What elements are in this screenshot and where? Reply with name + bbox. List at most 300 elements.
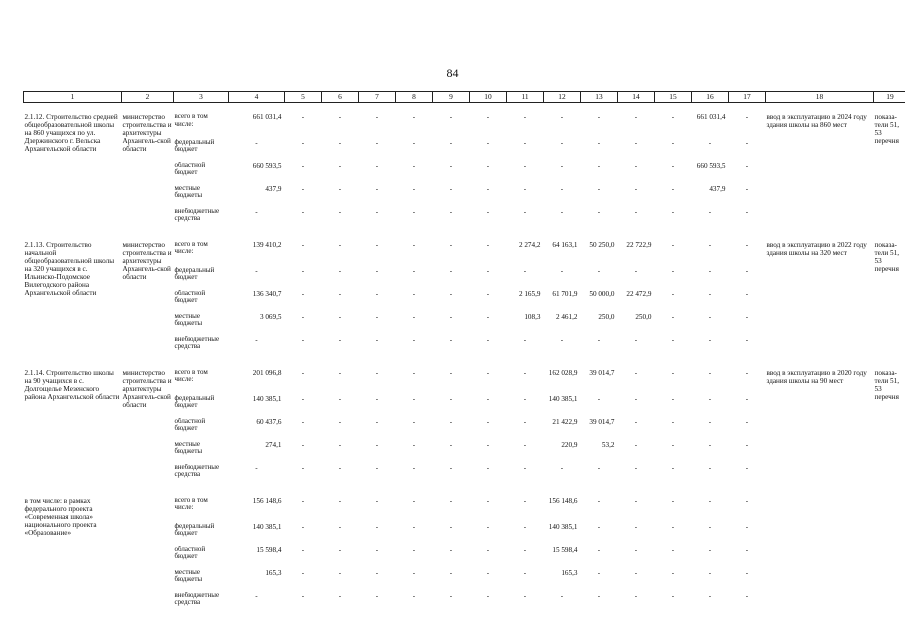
value-cell: - bbox=[338, 184, 342, 193]
value-cell: - bbox=[745, 312, 749, 321]
value-cell: - bbox=[597, 394, 601, 403]
value-cell: 274,1 bbox=[265, 440, 282, 449]
value-cell: 15 598,4 bbox=[256, 545, 282, 554]
value-cell: - bbox=[486, 591, 490, 600]
value-cell: - bbox=[301, 184, 305, 193]
value-cell: - bbox=[708, 591, 712, 600]
funding-source: внебюджетные средства bbox=[174, 335, 220, 351]
value-cell: - bbox=[671, 184, 675, 193]
table-row bbox=[24, 487, 905, 523]
value-cell: 437,9 bbox=[709, 184, 726, 193]
value-cell: - bbox=[301, 240, 305, 249]
column-header-8: 8 bbox=[396, 92, 433, 103]
value-cell: - bbox=[338, 545, 342, 554]
value-cell: - bbox=[745, 568, 749, 577]
value-cell: - bbox=[486, 545, 490, 554]
value-cell: - bbox=[634, 207, 638, 216]
value-cell: - bbox=[671, 522, 675, 531]
column-header-13: 13 bbox=[581, 92, 618, 103]
value-cell: - bbox=[449, 394, 453, 403]
expected-result: ввод в эксплуатацию в 2020 году здания школы на 90 мест bbox=[766, 368, 867, 385]
value-cell: - bbox=[523, 368, 527, 377]
value-cell: - bbox=[634, 568, 638, 577]
value-cell: - bbox=[412, 545, 416, 554]
value-cell: - bbox=[597, 496, 601, 505]
value-cell: - bbox=[634, 463, 638, 472]
column-header-5: 5 bbox=[285, 92, 322, 103]
value-cell: - bbox=[523, 496, 527, 505]
value-cell: - bbox=[671, 161, 675, 170]
expected-result: ввод в эксплуатацию в 2024 году здания школы на 860 мест bbox=[766, 113, 867, 130]
funding-source: областной бюджет bbox=[174, 417, 206, 433]
value-cell: - bbox=[375, 591, 379, 600]
value-cell: - bbox=[708, 207, 712, 216]
value-cell: 15 598,4 bbox=[552, 545, 578, 554]
value-cell: 437,9 bbox=[265, 184, 282, 193]
value-cell: 2 274,2 bbox=[518, 240, 541, 249]
value-cell: 3 069,5 bbox=[259, 312, 282, 321]
value-cell: - bbox=[338, 266, 342, 275]
value-cell: - bbox=[375, 394, 379, 403]
value-cell: 201 096,8 bbox=[252, 368, 282, 377]
executor bbox=[122, 487, 174, 616]
value-cell: - bbox=[671, 335, 675, 344]
column-header-3: 3 bbox=[174, 92, 229, 103]
column-header-6: 6 bbox=[322, 92, 359, 103]
value-cell: - bbox=[523, 522, 527, 531]
value-cell: - bbox=[597, 113, 601, 121]
value-cell: - bbox=[745, 161, 749, 170]
value-cell: 53,2 bbox=[601, 440, 615, 449]
value-cell: - bbox=[597, 138, 601, 147]
value-cell: 661 031,4 bbox=[252, 113, 282, 121]
value-cell: - bbox=[255, 463, 258, 472]
value-cell: - bbox=[449, 312, 453, 321]
value-cell: - bbox=[486, 568, 490, 577]
value-cell: - bbox=[338, 394, 342, 403]
value-cell: - bbox=[671, 240, 675, 249]
value-cell: - bbox=[255, 591, 258, 600]
value-cell: - bbox=[597, 591, 601, 600]
value-cell: - bbox=[708, 417, 712, 426]
value-cell: - bbox=[449, 289, 453, 298]
value-cell: 108,3 bbox=[524, 312, 541, 321]
value-cell: - bbox=[412, 522, 416, 531]
value-cell: - bbox=[486, 368, 490, 377]
funding-source: внебюджетные средства bbox=[174, 591, 220, 607]
value-cell: - bbox=[486, 496, 490, 505]
value-cell: - bbox=[375, 266, 379, 275]
value-cell: - bbox=[634, 266, 638, 275]
value-cell: - bbox=[523, 335, 527, 344]
value-cell: - bbox=[634, 113, 638, 121]
funding-source: федеральный бюджет bbox=[174, 138, 215, 154]
value-cell: - bbox=[523, 138, 527, 147]
value-cell: 660 593,5 bbox=[696, 161, 726, 170]
indicator-ref: показа-тели 51, 53 перечня bbox=[874, 113, 900, 146]
column-header-11: 11 bbox=[507, 92, 544, 103]
value-cell: - bbox=[449, 417, 453, 426]
value-cell: 165,3 bbox=[561, 568, 578, 577]
value-cell: - bbox=[301, 591, 305, 600]
value-cell: - bbox=[301, 113, 305, 121]
value-cell: - bbox=[449, 591, 453, 600]
page-number: 84 bbox=[446, 66, 459, 80]
value-cell: - bbox=[412, 568, 416, 577]
value-cell: - bbox=[745, 496, 749, 505]
measure-name: 2.1.12. Строительство средней общеобразовательной школы на 860 учащихся по ул. Дзержинского г. Вельска Архангельской области bbox=[24, 113, 118, 154]
value-cell: - bbox=[338, 591, 342, 600]
funding-source: всего в том числе: bbox=[174, 239, 208, 256]
value-cell: - bbox=[412, 591, 416, 600]
value-cell: - bbox=[449, 545, 453, 554]
value-cell: - bbox=[671, 207, 675, 216]
value-cell: - bbox=[375, 312, 379, 321]
funding-source: местные бюджеты bbox=[174, 568, 203, 584]
value-cell: - bbox=[745, 368, 749, 377]
value-cell: - bbox=[412, 440, 416, 449]
value-cell: - bbox=[449, 161, 453, 170]
value-cell: - bbox=[338, 240, 342, 249]
column-header-18: 18 bbox=[766, 92, 874, 103]
value-cell: - bbox=[338, 113, 342, 121]
value-cell: 220,9 bbox=[561, 440, 578, 449]
value-cell: - bbox=[301, 545, 305, 554]
value-cell: - bbox=[449, 138, 453, 147]
funding-source: федеральный бюджет bbox=[174, 394, 215, 410]
column-header-19: 19 bbox=[874, 92, 905, 103]
measure-name: 2.1.13. Строительство начальной общеобразовательной школы на 320 учащихся в с. Ильинско-Подомское Вилегодского района Архангельской области bbox=[24, 240, 115, 297]
table-row bbox=[24, 231, 905, 267]
value-cell: - bbox=[745, 394, 749, 403]
value-cell: - bbox=[708, 545, 712, 554]
value-cell: - bbox=[412, 335, 416, 344]
executor: министерство строительства и архитектуры Архангель-ской области bbox=[122, 240, 172, 281]
value-cell: - bbox=[597, 568, 601, 577]
value-cell: - bbox=[375, 522, 379, 531]
value-cell: - bbox=[375, 568, 379, 577]
value-cell: - bbox=[523, 113, 527, 121]
value-cell: - bbox=[338, 463, 342, 472]
value-cell: - bbox=[338, 138, 342, 147]
header-row bbox=[24, 92, 905, 103]
value-cell: - bbox=[523, 568, 527, 577]
value-cell: - bbox=[301, 417, 305, 426]
value-cell: - bbox=[338, 368, 342, 377]
value-cell: - bbox=[301, 266, 305, 275]
value-cell: - bbox=[708, 568, 712, 577]
value-cell: - bbox=[301, 568, 305, 577]
value-cell: - bbox=[523, 207, 527, 216]
value-cell: - bbox=[486, 394, 490, 403]
value-cell: - bbox=[708, 312, 712, 321]
value-cell: - bbox=[486, 335, 490, 344]
value-cell: - bbox=[449, 522, 453, 531]
value-cell: - bbox=[523, 545, 527, 554]
value-cell: - bbox=[375, 496, 379, 505]
value-cell: 21 422,9 bbox=[552, 417, 578, 426]
value-cell: - bbox=[486, 266, 490, 275]
value-cell: - bbox=[671, 394, 675, 403]
value-cell: - bbox=[486, 138, 490, 147]
funding-source: местные бюджеты bbox=[174, 312, 203, 328]
value-cell: 39 014,7 bbox=[589, 368, 615, 377]
value-cell: 50 000,0 bbox=[589, 289, 615, 298]
funding-source: всего в том числе: bbox=[174, 112, 208, 128]
value-cell: 140 385,1 bbox=[252, 394, 282, 403]
value-cell: - bbox=[255, 138, 258, 147]
value-cell: - bbox=[523, 394, 527, 403]
value-cell: - bbox=[412, 463, 416, 472]
value-cell: - bbox=[375, 113, 379, 121]
value-cell: - bbox=[449, 335, 453, 344]
value-cell: - bbox=[634, 496, 638, 505]
value-cell: 139 410,2 bbox=[252, 240, 282, 249]
value-cell: - bbox=[597, 184, 601, 193]
value-cell: - bbox=[338, 568, 342, 577]
value-cell: - bbox=[449, 113, 453, 121]
value-cell: 2 165,9 bbox=[518, 289, 541, 298]
value-cell: - bbox=[412, 496, 416, 505]
value-cell: - bbox=[375, 240, 379, 249]
value-cell: 162 028,9 bbox=[548, 368, 578, 377]
value-cell: - bbox=[375, 440, 379, 449]
value-cell: - bbox=[745, 545, 749, 554]
value-cell: - bbox=[486, 289, 490, 298]
value-cell: 60 437,6 bbox=[256, 417, 282, 426]
value-cell: - bbox=[449, 240, 453, 249]
value-cell: - bbox=[597, 463, 601, 472]
funding-source: местные бюджеты bbox=[174, 184, 203, 200]
value-cell: - bbox=[708, 138, 712, 147]
value-cell: 140 385,1 bbox=[548, 522, 578, 531]
value-cell: - bbox=[375, 161, 379, 170]
value-cell: - bbox=[671, 266, 675, 275]
column-header-17: 17 bbox=[729, 92, 766, 103]
value-cell: - bbox=[449, 496, 453, 505]
value-cell: - bbox=[634, 440, 638, 449]
value-cell: - bbox=[708, 335, 712, 344]
value-cell: - bbox=[486, 417, 490, 426]
value-cell: - bbox=[412, 266, 416, 275]
executor: министерство строительства и архитектуры Архангель-ской области bbox=[122, 368, 172, 409]
value-cell: - bbox=[301, 207, 305, 216]
value-cell: - bbox=[338, 440, 342, 449]
value-cell: - bbox=[708, 368, 712, 377]
value-cell: - bbox=[486, 312, 490, 321]
value-cell: 140 385,1 bbox=[548, 394, 578, 403]
indicator-ref: показа-тели 51, 53 перечня bbox=[874, 368, 900, 401]
column-header-15: 15 bbox=[655, 92, 692, 103]
value-cell: - bbox=[449, 368, 453, 377]
value-cell: - bbox=[338, 335, 342, 344]
value-cell: - bbox=[255, 207, 258, 216]
value-cell: - bbox=[745, 440, 749, 449]
value-cell: - bbox=[560, 463, 564, 472]
value-cell: - bbox=[745, 522, 749, 531]
value-cell: - bbox=[671, 568, 675, 577]
column-header-12: 12 bbox=[544, 92, 581, 103]
value-cell: - bbox=[523, 591, 527, 600]
executor: министерство строительства и архитектуры Архангель-ской области bbox=[122, 113, 172, 154]
value-cell: - bbox=[412, 138, 416, 147]
value-cell: - bbox=[523, 463, 527, 472]
value-cell: - bbox=[560, 207, 564, 216]
value-cell: - bbox=[486, 184, 490, 193]
value-cell: 2 461,2 bbox=[555, 312, 578, 321]
funding-source: всего в том числе: bbox=[174, 495, 208, 512]
value-cell: - bbox=[634, 138, 638, 147]
value-cell: - bbox=[301, 289, 305, 298]
value-cell: - bbox=[375, 368, 379, 377]
value-cell: - bbox=[671, 113, 675, 121]
value-cell: - bbox=[255, 335, 258, 344]
table-row bbox=[24, 359, 905, 395]
value-cell: - bbox=[597, 161, 601, 170]
value-cell: - bbox=[301, 463, 305, 472]
value-cell: - bbox=[745, 591, 749, 600]
value-cell: - bbox=[708, 440, 712, 449]
value-cell: 250,0 bbox=[598, 312, 615, 321]
value-cell: - bbox=[449, 440, 453, 449]
funding-source: областной бюджет bbox=[174, 161, 206, 177]
value-cell: - bbox=[301, 138, 305, 147]
value-cell: 156 148,6 bbox=[548, 496, 578, 505]
value-cell: - bbox=[412, 289, 416, 298]
value-cell: - bbox=[449, 568, 453, 577]
value-cell: - bbox=[634, 184, 638, 193]
value-cell: - bbox=[671, 138, 675, 147]
value-cell: - bbox=[671, 417, 675, 426]
value-cell: 661 031,4 bbox=[696, 113, 726, 121]
value-cell: - bbox=[375, 289, 379, 298]
value-cell: - bbox=[486, 522, 490, 531]
value-cell: - bbox=[523, 161, 527, 170]
value-cell: - bbox=[745, 417, 749, 426]
measure-name: 2.1.14. Строительство школы на 90 учащихся в с. Долгощелье Мезенского района Архангельской области bbox=[24, 368, 120, 401]
value-cell: - bbox=[597, 335, 601, 344]
expected-result bbox=[766, 487, 874, 616]
value-cell: - bbox=[486, 240, 490, 249]
value-cell: 61 701,9 bbox=[552, 289, 578, 298]
value-cell: - bbox=[634, 591, 638, 600]
value-cell: - bbox=[708, 496, 712, 505]
funding-source: всего в том числе: bbox=[174, 367, 208, 384]
value-cell: - bbox=[560, 335, 564, 344]
column-header-9: 9 bbox=[433, 92, 470, 103]
value-cell: - bbox=[560, 266, 564, 275]
value-cell: - bbox=[708, 522, 712, 531]
column-header-16: 16 bbox=[692, 92, 729, 103]
funding-table bbox=[23, 91, 905, 616]
column-header-4: 4 bbox=[229, 92, 285, 103]
value-cell: 136 340,7 bbox=[252, 289, 282, 298]
value-cell: - bbox=[560, 184, 564, 193]
indicator-ref: показа-тели 51, 53 перечня bbox=[874, 240, 900, 273]
value-cell: - bbox=[486, 207, 490, 216]
value-cell: 64 163,1 bbox=[552, 240, 578, 249]
value-cell: - bbox=[412, 240, 416, 249]
funding-source: областной бюджет bbox=[174, 545, 206, 561]
funding-source: областной бюджет bbox=[174, 289, 206, 305]
table-body bbox=[24, 103, 905, 616]
value-cell: - bbox=[486, 113, 490, 121]
value-cell: - bbox=[708, 394, 712, 403]
indicator-ref bbox=[874, 487, 905, 616]
value-cell: - bbox=[338, 312, 342, 321]
value-cell: - bbox=[449, 463, 453, 472]
value-cell: - bbox=[560, 138, 564, 147]
value-cell: - bbox=[597, 207, 601, 216]
value-cell: - bbox=[412, 161, 416, 170]
value-cell: - bbox=[671, 289, 675, 298]
table-row bbox=[24, 103, 905, 139]
value-cell: - bbox=[301, 522, 305, 531]
value-cell: - bbox=[375, 463, 379, 472]
expected-result: ввод в эксплуатацию в 2022 году здания школы на 320 мест bbox=[766, 240, 867, 257]
value-cell: - bbox=[301, 335, 305, 344]
value-cell: - bbox=[745, 207, 749, 216]
funding-source: внебюджетные средства bbox=[174, 207, 220, 223]
column-header-10: 10 bbox=[470, 92, 507, 103]
value-cell: - bbox=[560, 591, 564, 600]
value-cell: - bbox=[671, 440, 675, 449]
value-cell: - bbox=[301, 161, 305, 170]
value-cell: - bbox=[671, 312, 675, 321]
value-cell: - bbox=[375, 184, 379, 193]
value-cell: - bbox=[255, 266, 258, 275]
value-cell: - bbox=[634, 161, 638, 170]
value-cell: - bbox=[486, 463, 490, 472]
value-cell: - bbox=[486, 161, 490, 170]
value-cell: - bbox=[745, 266, 749, 275]
value-cell: - bbox=[449, 184, 453, 193]
value-cell: - bbox=[745, 138, 749, 147]
value-cell: 22 722,9 bbox=[626, 240, 652, 249]
value-cell: - bbox=[375, 417, 379, 426]
value-cell: - bbox=[708, 266, 712, 275]
value-cell: - bbox=[523, 266, 527, 275]
value-cell: - bbox=[338, 417, 342, 426]
measure-name: в том числе: в рамках федерального проекта «Современная школа» национального проекта «Образование» bbox=[24, 496, 97, 537]
value-cell: - bbox=[671, 496, 675, 505]
value-cell: - bbox=[412, 312, 416, 321]
value-cell: - bbox=[671, 463, 675, 472]
value-cell: - bbox=[486, 440, 490, 449]
value-cell: - bbox=[338, 207, 342, 216]
funding-source: местные бюджеты bbox=[174, 440, 203, 456]
value-cell: - bbox=[745, 113, 749, 121]
value-cell: - bbox=[745, 240, 749, 249]
value-cell: - bbox=[523, 417, 527, 426]
value-cell: - bbox=[375, 545, 379, 554]
value-cell: 140 385,1 bbox=[252, 522, 282, 531]
value-cell: - bbox=[301, 312, 305, 321]
value-cell: - bbox=[449, 207, 453, 216]
value-cell: - bbox=[560, 113, 564, 121]
value-cell: - bbox=[412, 417, 416, 426]
value-cell: 39 014,7 bbox=[589, 417, 615, 426]
value-cell: - bbox=[375, 207, 379, 216]
value-cell: - bbox=[560, 161, 564, 170]
value-cell: - bbox=[449, 266, 453, 275]
value-cell: - bbox=[338, 522, 342, 531]
value-cell: - bbox=[745, 289, 749, 298]
value-cell: - bbox=[412, 394, 416, 403]
value-cell: - bbox=[338, 496, 342, 505]
value-cell: 165,3 bbox=[265, 568, 282, 577]
value-cell: - bbox=[634, 368, 638, 377]
